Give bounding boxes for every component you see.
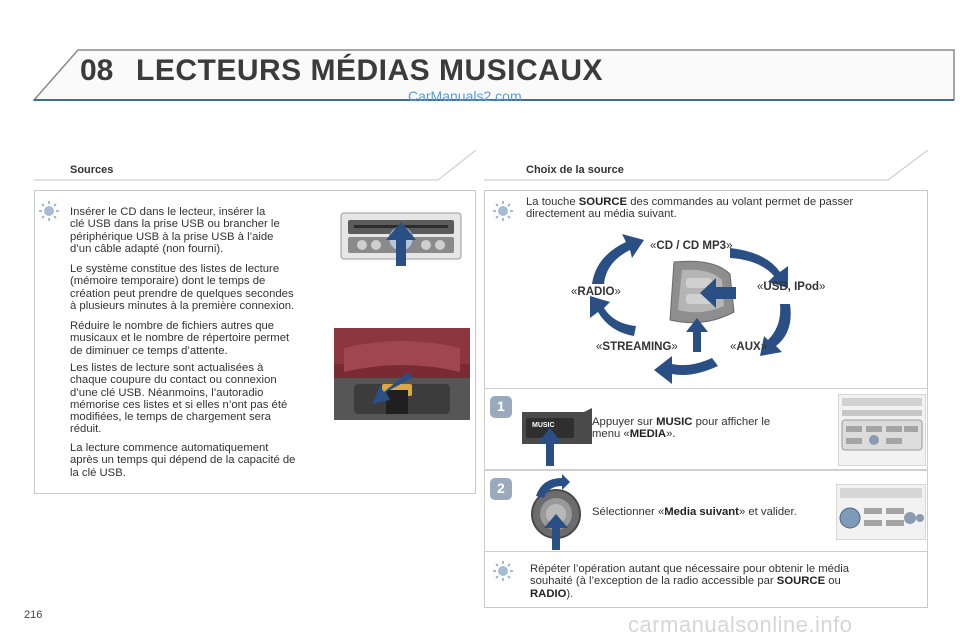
media-label-aux: «AUX» (730, 341, 768, 353)
lightbulb-icon (38, 200, 60, 222)
radio-knob-panel-illustration (836, 484, 926, 540)
arrow-pointer-icon (700, 278, 736, 308)
media-label-cd: «CD / CD MP3» (650, 240, 733, 252)
chapter-title: LECTEURS MÉDIAS MUSICAUX (136, 54, 604, 87)
footer-watermark: carmanualsonline.info (628, 612, 853, 637)
step-2-text: Sélectionner «Media suivant» et valider. (592, 506, 797, 518)
step-2-number: 2 (497, 480, 505, 496)
arrow-up-icon (686, 318, 708, 352)
step-1-text: Appuyer sur MUSIC pour afficher le menu «MEDIA». (592, 416, 771, 441)
step-1-number: 1 (497, 398, 505, 414)
sources-paragraph-3: Réduire le nombre de fichiers autres que musicaux et le nombre de répertoire permet de diminuer ce temps d’attente. (70, 320, 290, 357)
source-intro-text: La touche SOURCE des commandes au volant permet de passer directement au média suivant. (526, 196, 854, 221)
lightbulb-icon (492, 560, 514, 582)
media-label-streaming: «STREAMING» (596, 341, 678, 353)
sources-paragraph-2: Le système constitue des listes de lecture (mémoire temporaire) dont le temps de création peut prendre de quelques secondes à plusieurs minutes à la première connexion. (70, 263, 295, 312)
repeat-note-text: Répéter l’opération autant que nécessaire pour obtenir le média souhaité (à l’exception de la radio accessible par SOURCE ou RADIO). (530, 563, 850, 600)
chapter-number: 08 (80, 54, 114, 87)
lightbulb-icon (492, 200, 514, 222)
sources-paragraph-4: Les listes de lecture sont actualisées à chaque coupure du contact ou connexion d’une clé USB. Néanmoins, l’autoradio mémorise ces listes et si elles n’ont pas été modifiées, le temps de chargement sera réduit. (70, 362, 288, 436)
page-number: 216 (24, 609, 43, 621)
rotate-arrow-icon (534, 474, 570, 498)
arrow-up-icon (386, 222, 416, 266)
music-button-label: MUSIC (532, 422, 555, 429)
sources-paragraph-5: La lecture commence automatiquement après un temps qui dépend de la capacité de la clé USB. (70, 442, 296, 479)
radio-panel-illustration (838, 394, 926, 466)
media-label-usb: «USB, IPod» (757, 281, 826, 293)
arrow-up-icon (544, 514, 568, 550)
arrow-down-left-icon (372, 370, 412, 406)
sources-paragraph-1: Insérer le CD dans le lecteur, insérer la clé USB dans la prise USB ou brancher le périphérique USB à la prise USB à l’aide d’un câble adapté (non fourni). (70, 206, 280, 255)
header-watermark: CarManuals2.com (408, 88, 522, 104)
sources-title: Sources (70, 164, 114, 176)
media-label-radio: «RADIO» (571, 286, 621, 298)
source-choice-title: Choix de la source (526, 164, 624, 176)
arrow-up-icon (538, 428, 562, 466)
